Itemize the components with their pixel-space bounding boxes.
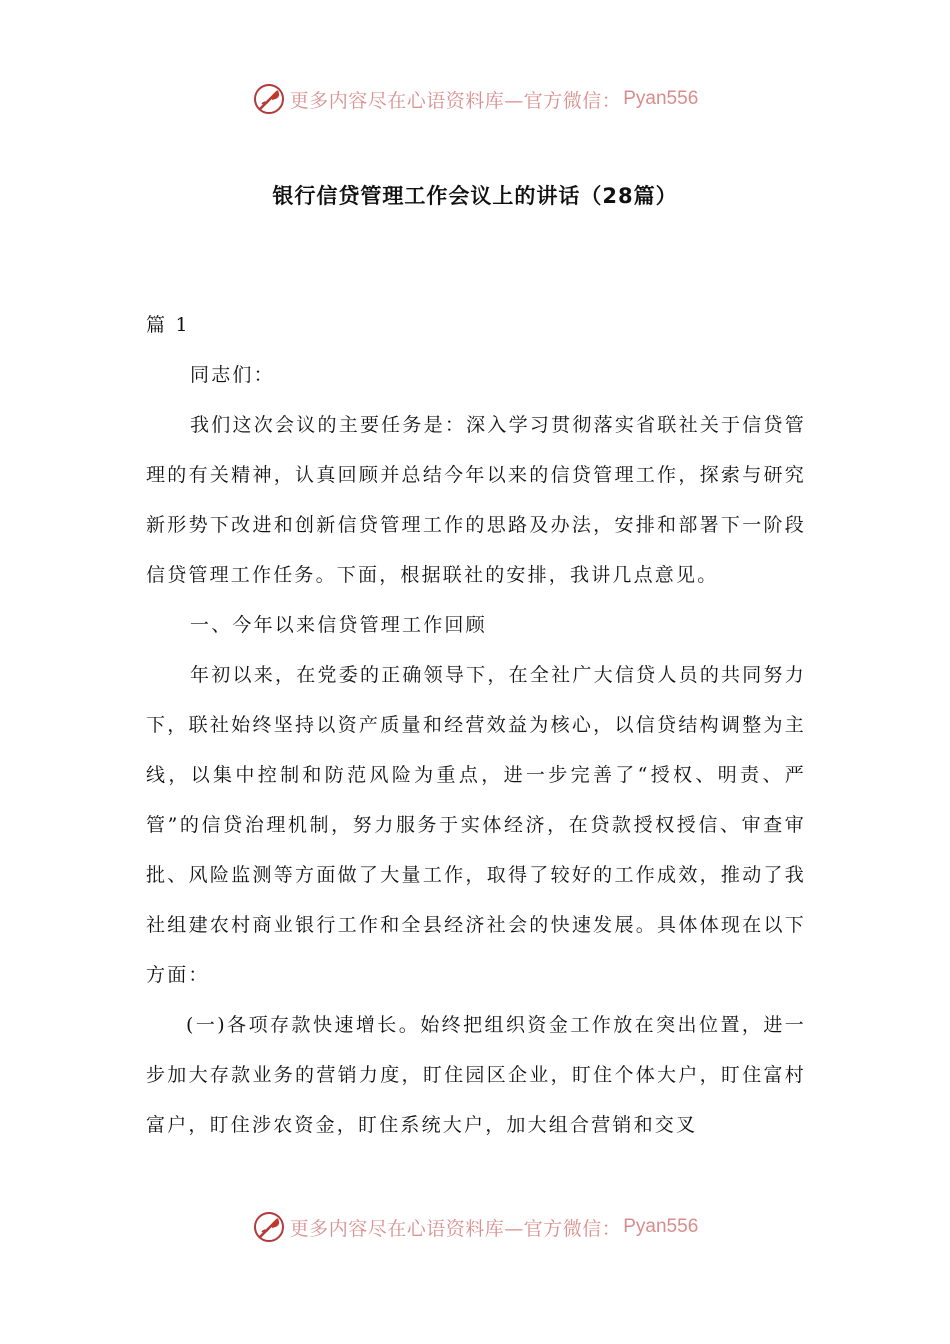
paragraph: 年初以来，在党委的正确领导下，在全社广大信贷人员的共同努力下，联社始终坚持以资产质量和经营效益为核心，以信贷结构调整为主线，以集中控制和防范风险为重点，进一步完善了“授权、明责、严管”的信贷治理机制，努力服务于实体经济，在贷款授权授信、审查审批、风险监测等方面做了大量工作，取得了较好的工作成效，推动了我社组建农村商业银行工作和全县经济社会的快速发展。具体体现在以下方面： <box>146 664 806 986</box>
document-title: 银行信贷管理工作会议上的讲话（28篇） <box>272 184 678 208</box>
watermark-text: 更多内容尽在心语资料库—官方微信： <box>289 89 622 112</box>
quill-logo-icon <box>252 82 286 116</box>
watermark-wechat-id: Pyan556 <box>623 88 699 109</box>
quill-logo-icon <box>252 1210 286 1244</box>
watermark-footer <box>0 1210 950 1244</box>
watermark-header <box>0 82 950 116</box>
salutation: 同志们： <box>190 364 275 386</box>
chapter-heading: 篇 1 <box>146 314 190 336</box>
section-heading: 一、今年以来信贷管理工作回顾 <box>190 614 487 636</box>
watermark-wechat-id: Pyan556 <box>623 1216 699 1237</box>
watermark-text: 更多内容尽在心语资料库—官方微信： <box>289 1217 622 1240</box>
document-body <box>146 300 806 1150</box>
paragraph: 我们这次会议的主要任务是：深入学习贯彻落实省联社关于信贷管理的有关精神，认真回顾并总结今年以来的信贷管理工作，探索与研究新形势下改进和创新信贷管理工作的思路及办法，安排和部署下一阶段信贷管理工作任务。下面，根据联社的安排，我讲几点意见。 <box>146 414 806 586</box>
paragraph: (一)各项存款快速增长。始终把组织资金工作放在突出位置，进一步加大存款业务的营销力度，盯住园区企业，盯住个体大户，盯住富村富户，盯住涉农资金，盯住系统大户，加大组合营销和交叉 <box>146 1014 806 1136</box>
